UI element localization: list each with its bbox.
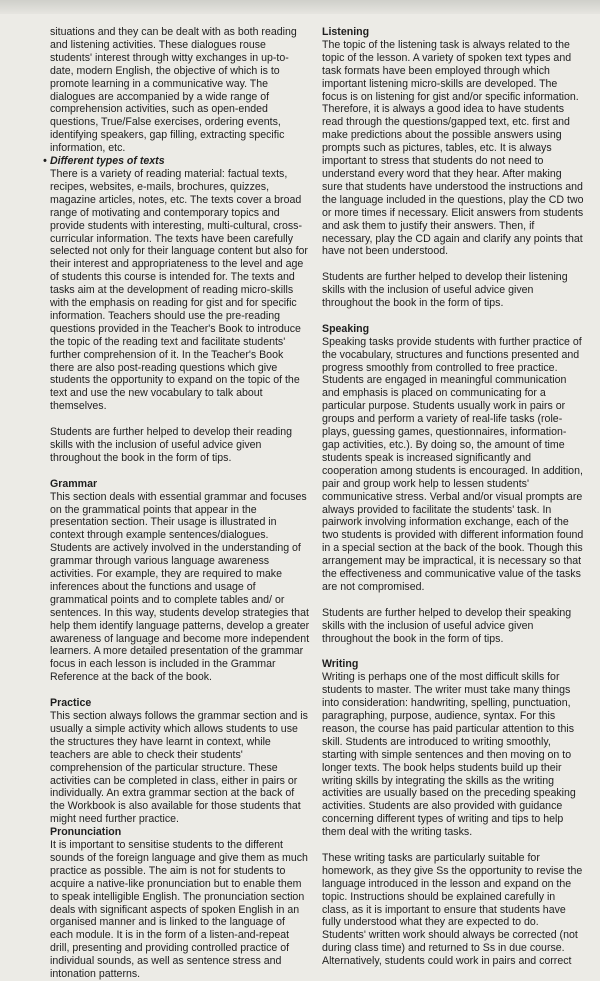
spacer (322, 839, 584, 852)
listening-tips-paragraph: Students are further helped to develop their listening skills with the inclusion of useful advice given throughout the book in the form of tips. (322, 271, 568, 310)
writing-heading: Writing (322, 658, 359, 671)
spacer (50, 413, 310, 426)
listening-paragraph: The topic of the listening task is always related to the topic of the lesson. A variety of spoken text types and task formats have been employed through which important listening micro-skills are developed. The focus is on listening for gist and/or specific information. Therefore, it is always a good idea to have students read through the questions/gapped text, etc. first and make predictions about the possible answers using prompts such as pictures, tables, etc. It is always important to stress that students do not need to understand every word that they hear. After making sure that students have understood the instructions and the language included in the questions, play the CD two or more times if necessary. Elicit answers from students and ask them to justify their answers. Then, if necessary, play the CD again and clarify any points that have not been understood. (322, 38, 584, 258)
reading-tips-paragraph: Students are further helped to develop their reading skills with the inclusion of useful advice given throughout the book in the form of tips. (50, 426, 293, 464)
practice-paragraph: This section always follows the grammar section and is usually a simple activity which allows students to use the structures they have learnt in context, while teachers are able to check their students' comprehension of the particular structure. These activities can be completed in class, either in pairs or individually. An extra grammar section at the back of the Workbook is also available for those students that might need further practice. (50, 709, 308, 826)
speaking-tips-paragraph: Students are further helped to develop their speaking skills with the inclusion of useful advice given throughout the book in the form of tips. (322, 606, 572, 645)
speaking-heading: Speaking (322, 322, 370, 335)
listening-heading: Listening (322, 26, 370, 38)
bullet-mark: • (43, 155, 47, 168)
spacer (50, 465, 310, 478)
types-subheading-text: Different types of texts (50, 155, 165, 168)
spacer (322, 645, 584, 658)
types-subheading (43, 155, 310, 168)
writing-paragraph: Writing is perhaps one of the most difficult skills for students to master. The writer must take many things into consideration: handwriting, spelling, punctuation, paragraphing, purpose, audience, syntax. For this reason, the course has paid particular attention to this skill. Students are introduced to writing smoothly, starting with simple sentences and then moving on to longer texts. The book helps students build up their writing skills by integrating the skills as the writing activities are usually based on the preceding speaking activities. Students are also provided with guidance concerning different types of writing and tips to help them deal with the writing tasks. (322, 671, 576, 839)
pronunciation-paragraph: It is important to sensitise students to the different sounds of the foreign language and give them as much practice as possible. The aim is not for students to acquire a native-like pronunciation but to enable them to speak intelligible English. The pronunciation section deals with significant aspects of spoken English in an organised manner and is linked to the language of each module. It is in the form of a listen-and-repeat drill, presenting and providing controlled practice of individual sounds, as well as sentence stress and intonation patterns. (50, 839, 308, 981)
types-paragraph: There is a variety of reading material: factual texts, recipes, websites, e-mails, brochures, quizzes, magazine articles, notes, etc. The texts cover a broad range of motivating and contemporary topics and provide students with interesting, multi-cultural, cross-curricular information. The texts have been carefully selected not only for their language content but also for their interest and appropriateness to the level and age of students this course is intended for. The texts and tasks aim at the development of reading micro-skills with the emphasis on reading for gist and for specific information. Teachers should use the pre-reading questions provided in the Teacher's Book to introduce the topic of the reading text and facilitate students' further comprehension of it. In the Teacher's Book there are also post-reading questions which give students the opportunity to expand on the topic of the text and use the new vocabulary to talk about themselves. (50, 167, 308, 413)
grammar-paragraph: This section deals with essential grammar and focuses on the grammatical points that appear in the presentation section. Their usage is illustrated in context through example sentences/dialogues. Students are actively involved in the understanding of grammar through various language awareness activities. For example, they are required to make inferences about the functions and usage of grammatical points and to complete tables and/ or sentences. In this way, students develop strategies that help them identify language patterns, develop a greater awareness of language and become more independent learners. A more detailed presentation of the grammar focus in each lesson is included in the Grammar Reference at the back of the book. (50, 490, 310, 684)
pronunciation-heading: Pronunciation (50, 826, 122, 839)
speaking-paragraph: Speaking tasks provide students with further practice of the vocabulary, structures and functions presented and progress smoothly from controlled to free practice. Students are engaged in meaningful communication and emphasis is placed on communicating for a particular purpose. Students usually work in pairs or groups and perform a variety of real-life tasks (role-plays, guessing games, questionnaires, information-gap activities, etc.). By doing so, the amount of time students speak is increased significantly and cooperation among students is encouraged. In addition, pair and group work help to lessen students' communicative stress. Verbal and/or visual prompts are always provided to facilitate the students' task. In pairwork involving information exchange, each of the two students is provided with different information found in a special section at the back of the book. Though this arrangement may be impractical, it is necessary so that the effectiveness and communicative value of the tasks are not compromised. (322, 335, 584, 593)
writing-homework-paragraph: These writing tasks are particularly suitable for homework, as they give Ss the opportunity to revise the language introduced in the lesson and expand on the topic. Instructions should be explained carefully in class, as it is important to ensure that students have fully understood what they are expected to do. Students' written work should always be corrected (not during class time) and returned to Ss in due course. Alternatively, students could work in pairs and correct (322, 851, 583, 968)
intro-paragraph: situations and they can be dealt with as both reading and listening activities. These dialogues rouse students' interest through witty exchanges in up-to-date, modern English, the objective of which is to promote learning in a communicative way. The dialogues are accompanied by a wide range of comprehension activities, such as open-ended questions, True/False exercises, ordering events, identifying speakers, gap filling, extracting specific information, etc. (50, 26, 297, 155)
spacer (322, 258, 584, 271)
practice-heading: Practice (50, 697, 92, 710)
spacer (322, 310, 584, 323)
spacer (322, 594, 584, 607)
right-column (322, 26, 584, 968)
spacer (50, 684, 310, 697)
grammar-heading: Grammar (50, 477, 98, 490)
left-column (43, 26, 310, 981)
